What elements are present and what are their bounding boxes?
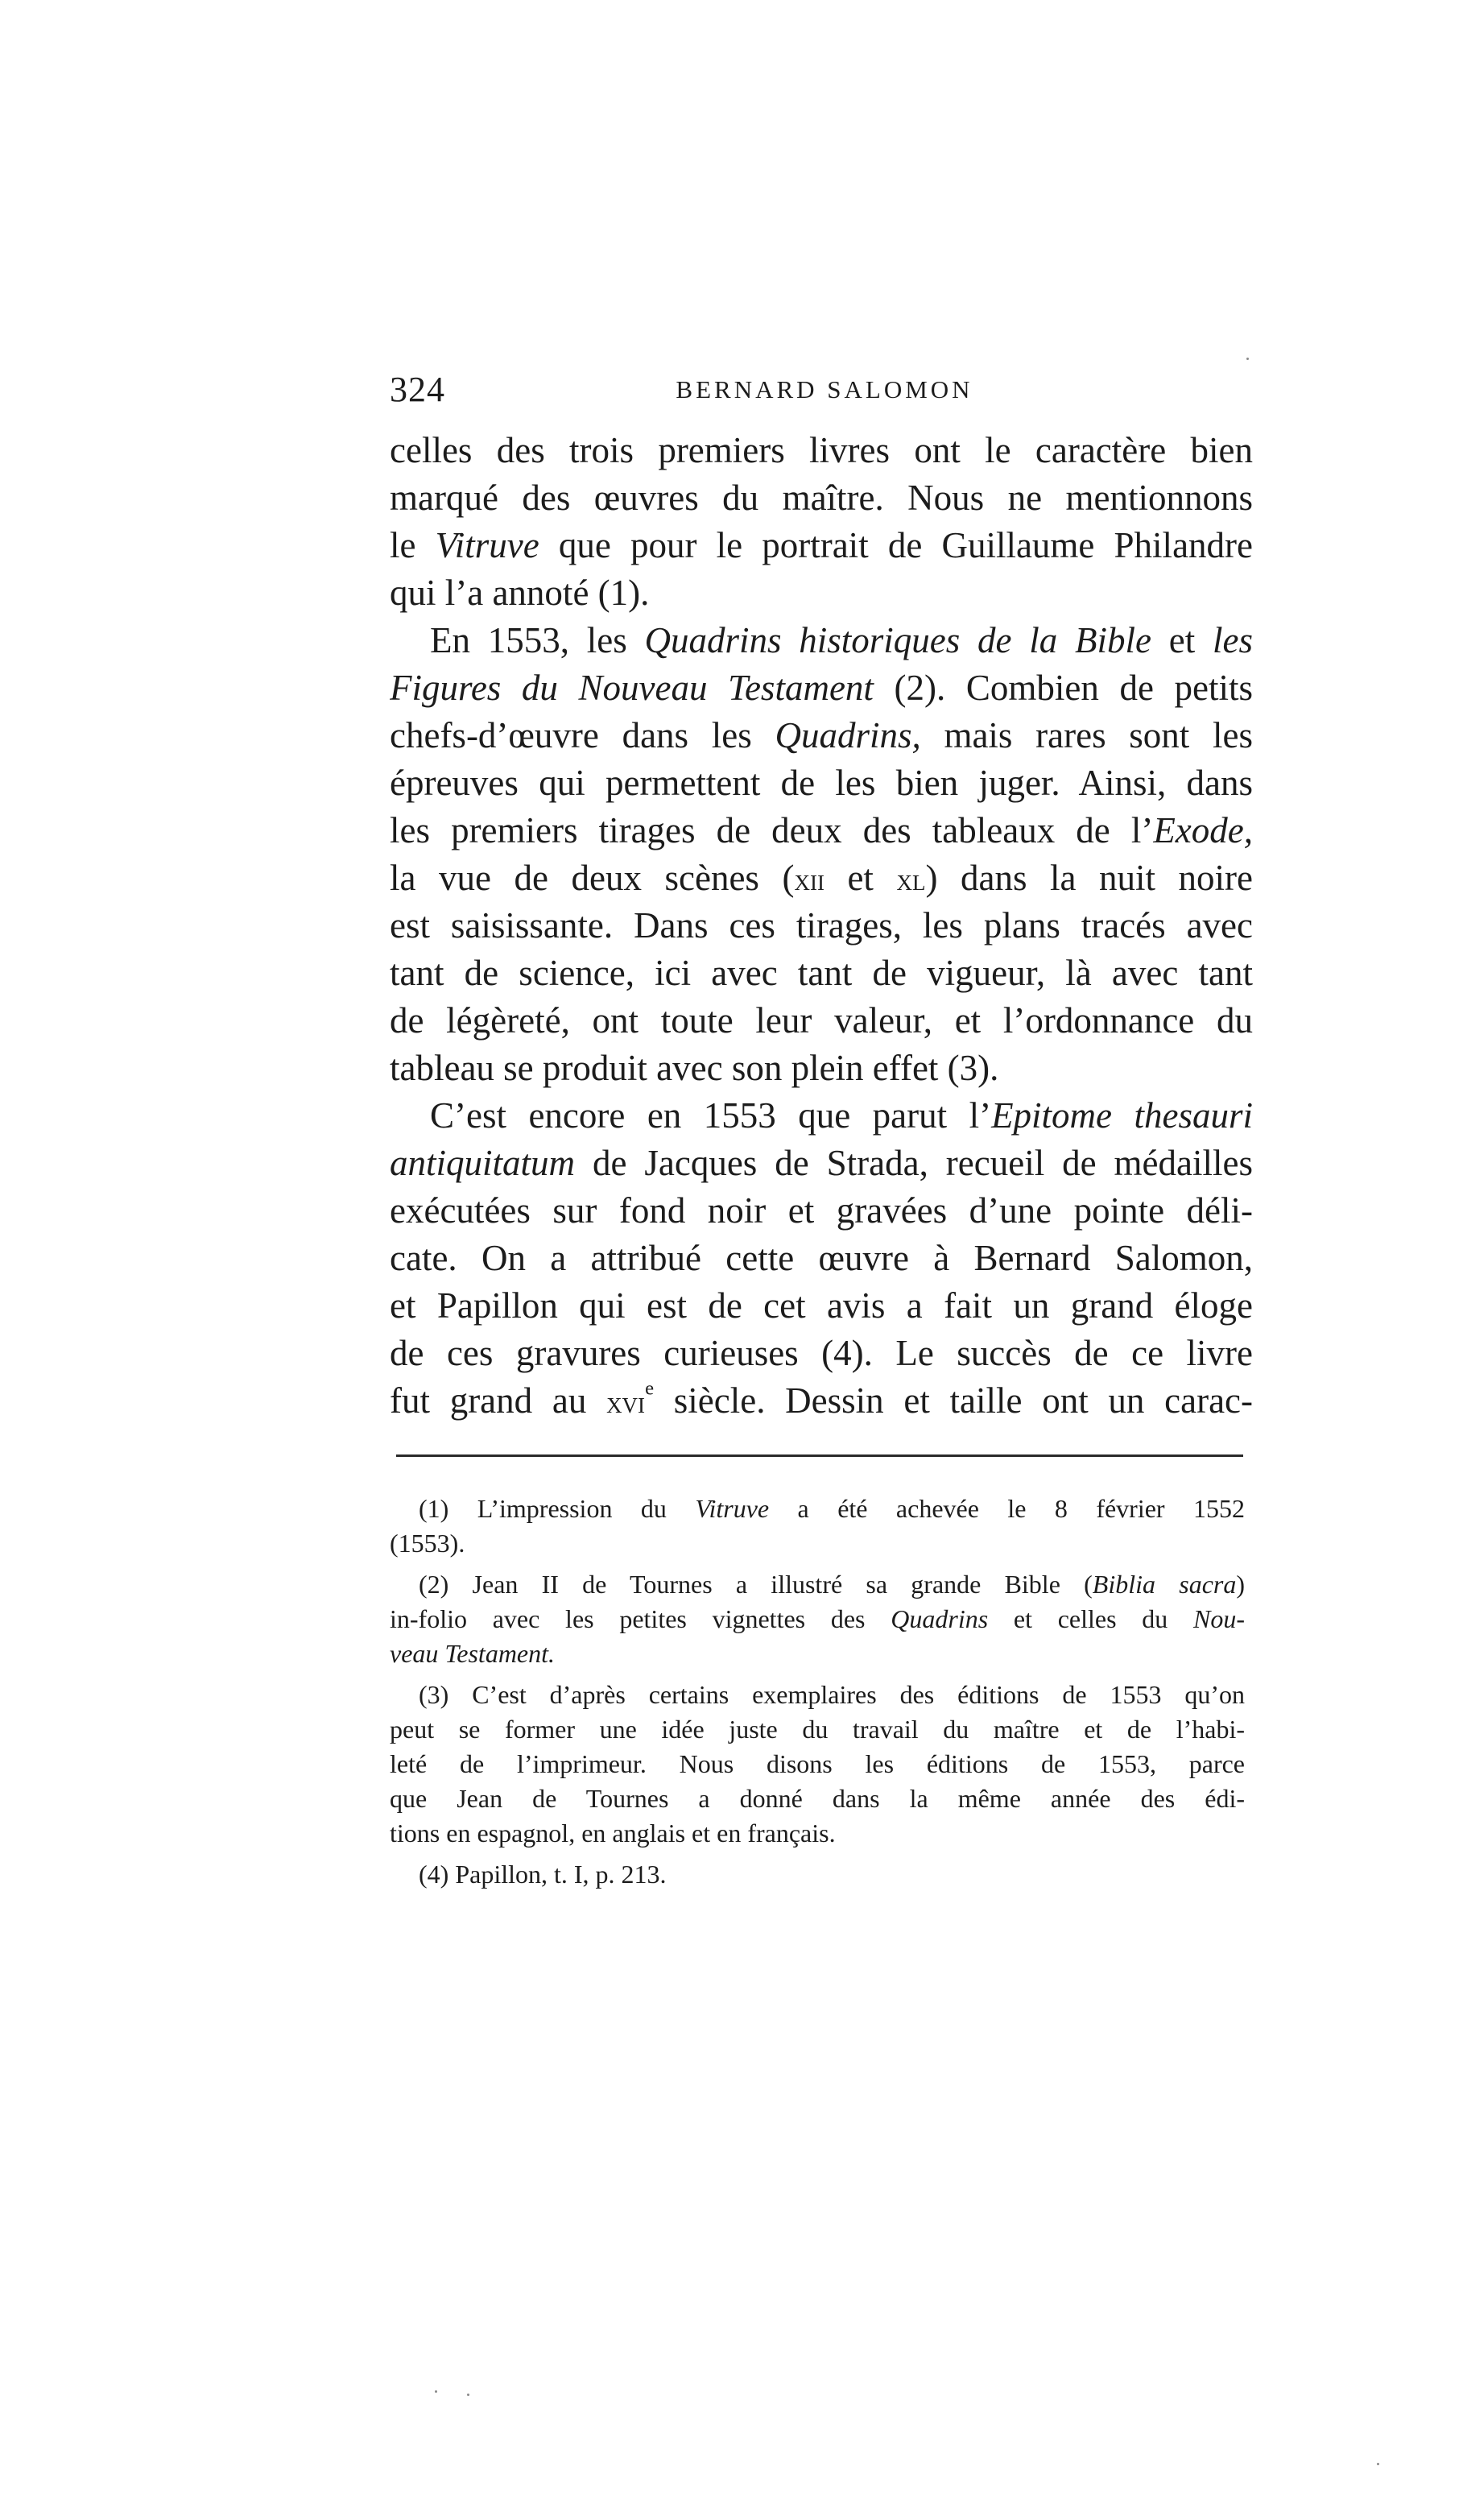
- text-line: est saisissante. Dans ces tirages, les plans tracés avec: [390, 905, 1253, 946]
- text-run: mais rares sont les: [920, 715, 1253, 755]
- italic-title: veau Testament.: [390, 1639, 556, 1668]
- footnote-line: que Jean de Tournes a donné dans la même année des édi-: [390, 1784, 1245, 1813]
- footnote-line: tions en espagnol, en anglais et en français.: [390, 1819, 836, 1848]
- scan-speck: [435, 2390, 437, 2393]
- text-line: [390, 1377, 1253, 1425]
- footnote-line: (3) C’est d’après certains exemplaires des éditions de 1553 qu’on: [419, 1680, 1245, 1709]
- scan-speck: [467, 2394, 469, 2396]
- footnote-line: [390, 1637, 1245, 1671]
- text-run: et: [824, 858, 897, 898]
- text-run: ): [1236, 1570, 1245, 1599]
- text-run: de Jacques de Strada, recueil de médailles: [575, 1143, 1253, 1183]
- text-line: [390, 854, 1253, 902]
- text-run: (2). Combien de petits: [873, 668, 1253, 708]
- page-header: [390, 369, 1259, 417]
- text-run: fut grand au: [390, 1380, 607, 1421]
- italic-title: Vitruve: [435, 525, 539, 565]
- footnote-line: [390, 1567, 1245, 1602]
- italic-title: les: [1213, 620, 1253, 660]
- scan-speck: [1377, 2463, 1379, 2465]
- footnote-line: (4) Papillon, t. I, p. 213.: [419, 1860, 667, 1889]
- text-line: [390, 617, 1253, 664]
- text-line: [390, 1092, 1253, 1140]
- text-line: épreuves qui permettent de les bien juger. Ainsi, dans: [390, 763, 1253, 803]
- italic-title: Vitruve: [695, 1494, 770, 1523]
- text-run: la vue de deux scènes (: [390, 858, 795, 898]
- text-line: de légèreté, ont toute leur valeur, et l’ordonnance du: [390, 1000, 1253, 1041]
- text-run: siècle. Dessin et taille ont un carac-: [654, 1380, 1253, 1421]
- text-run: les premiers tirages de deux des tableaux de l’: [390, 810, 1154, 850]
- text-line: [390, 807, 1253, 854]
- text-line: tant de science, ici avec tant de vigueur, là avec tant: [390, 953, 1253, 993]
- footnote-line: peut se former une idée juste du travail du maître et de l’habi-: [390, 1715, 1245, 1744]
- text-line: celles des trois premiers livres ont le caractère bien: [390, 430, 1253, 470]
- main-text: [390, 427, 1253, 1425]
- page-number: 324: [390, 370, 445, 409]
- text-line: cate. On a attribué cette œuvre à Bernard Salomon,: [390, 1238, 1253, 1278]
- text-run: En 1553, les: [430, 620, 645, 660]
- footnote-line: [390, 1602, 1245, 1637]
- footnote-line: [390, 1492, 1245, 1526]
- footnote-line: (1553).: [390, 1529, 465, 1558]
- text-run: et celles du: [988, 1604, 1194, 1633]
- text-line: tableau se produit avec son plein effet (3).: [390, 1048, 999, 1088]
- text-run: in-folio avec les petites vignettes des: [390, 1604, 891, 1633]
- text-line: et Papillon qui est de cet avis a fait un grand éloge: [390, 1285, 1253, 1326]
- text-line: [390, 712, 1253, 759]
- italic-title: Figures du Nouveau Testament: [390, 668, 874, 708]
- text-line: [390, 664, 1253, 712]
- text-line: exécutées sur fond noir et gravées d’une pointe déli-: [390, 1190, 1253, 1231]
- italic-title: Quadrins,: [775, 715, 921, 755]
- italic-title: Nou-: [1193, 1604, 1245, 1633]
- roman-numeral: xvi: [606, 1386, 646, 1420]
- roman-numeral: xl: [896, 863, 926, 897]
- text-run: a été achevée le 8 février 1552: [769, 1494, 1245, 1523]
- footnotes: [390, 1492, 1245, 1892]
- footnote-line: leté de l’imprimeur. Nous disons les éditions de 1553, parce: [390, 1749, 1245, 1778]
- scan-speck: [1246, 358, 1249, 360]
- italic-title: Biblia sacra: [1092, 1570, 1237, 1599]
- italic-title: Exode,: [1153, 810, 1253, 850]
- text-run: (2) Jean II de Tournes a illustré sa grande Bible (: [419, 1570, 1093, 1599]
- text-run: chefs-d’œuvre dans les: [390, 715, 775, 755]
- italic-title: Epitome thesauri: [991, 1095, 1253, 1136]
- running-head: BERNARD SALOMON: [676, 375, 973, 403]
- superscript: e: [645, 1377, 655, 1400]
- text-run: et: [1151, 620, 1213, 660]
- text-line: [390, 522, 1253, 569]
- text-run: ) dans la nuit noire: [925, 858, 1253, 898]
- italic-title: Quadrins historiques de la Bible: [644, 620, 1152, 660]
- text-run: C’est encore en 1553 que parut l’: [430, 1095, 992, 1136]
- text-line: [390, 1140, 1253, 1187]
- text-run: le: [390, 525, 436, 565]
- text-line: qui l’a annoté (1).: [390, 573, 650, 613]
- text-line: de ces gravures curieuses (4). Le succès de ce livre: [390, 1333, 1253, 1373]
- text-run: que pour le portrait de Guillaume Philandre: [539, 525, 1253, 565]
- italic-title: antiquitatum: [390, 1143, 576, 1183]
- roman-numeral: xii: [794, 863, 824, 897]
- italic-title: Quadrins: [891, 1604, 989, 1633]
- text-run: (1) L’impression du: [419, 1494, 696, 1523]
- text-line: marqué des œuvres du maître. Nous ne mentionnons: [390, 478, 1253, 518]
- footnote-rule: [396, 1454, 1243, 1457]
